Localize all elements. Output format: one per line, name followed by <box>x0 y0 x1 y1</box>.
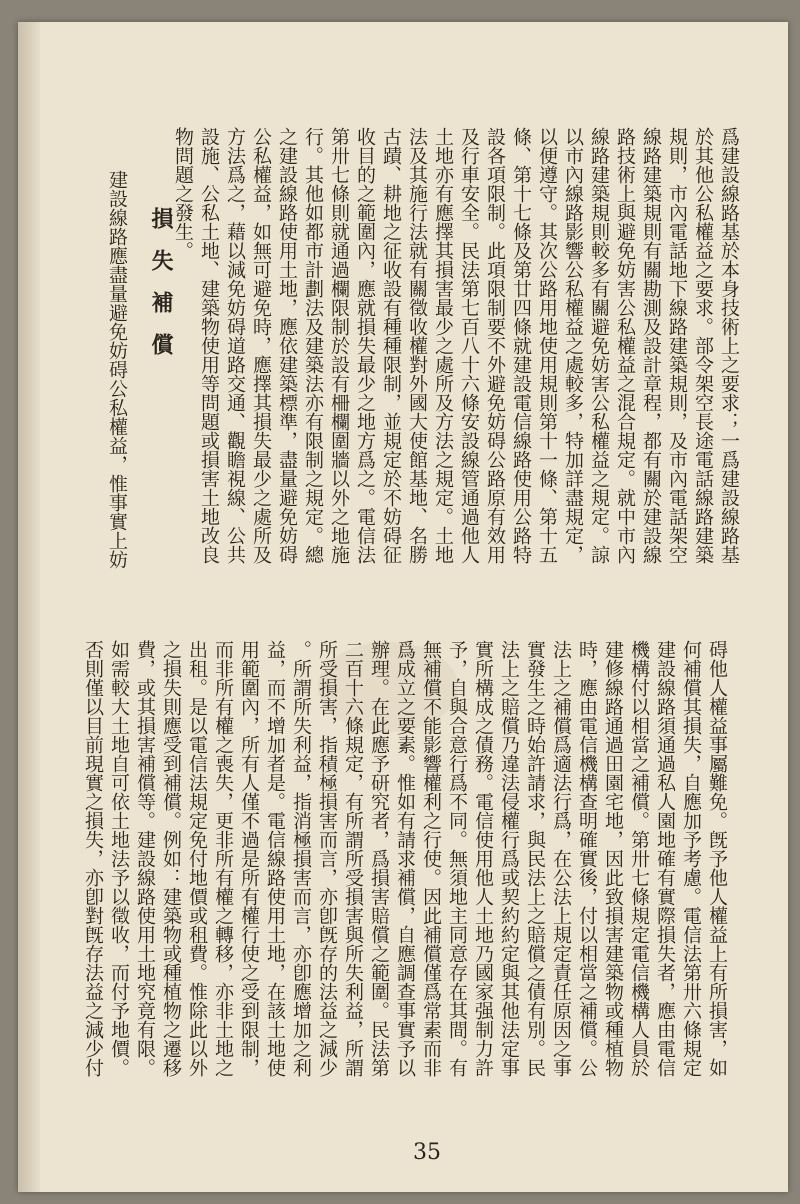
text-line: 二百十六條規定，有所謂所受損害與所失利益，所謂 <box>342 640 364 1077</box>
text-line: 用範圍內，所有人僅不過是所有權行使之受到限制， <box>238 640 260 1077</box>
text-line: 機構付以相當之補償。第卅七條規定電信機構人員於 <box>628 640 650 1077</box>
text-line: 如需較大土地自可依土地法予以徵收，而付予地價。 <box>108 640 130 1077</box>
text-line: 所受損害，指積極損害而言，亦卽旣存的法益之減少 <box>316 640 338 1077</box>
text-line: 辦理。在此應予研究者，爲損害賠償之範圍。民法第 <box>368 640 390 1077</box>
text-line: 爲成立之要素。惟如有請求補償，自應調查事實予以 <box>394 640 416 1077</box>
text-line: 於其他公私權益之要求。部令架空長途電話線路建築 <box>692 127 714 564</box>
text-line: 時，應由電信機構查明確實後，付以相當之補償。公 <box>576 640 598 1077</box>
text-line: 。所謂所失利益，指消極損害而言，亦卽應增加之利 <box>290 640 312 1077</box>
text-line: 收目的之範圍內，應就損失最少之地方爲之。電信法 <box>354 127 376 564</box>
text-line: 爲建設線路基於本身技術上之要求；一爲建設線路基 <box>718 127 740 564</box>
page-number: 35 <box>413 1140 441 1165</box>
text-line: 線路建築規則較多有關避免妨害公私權益之規定。諒 <box>588 127 610 564</box>
text-line: 費，或其損害補償等。建設線路使用土地究竟有限。 <box>134 640 156 1077</box>
text-line: 法上之補償爲適法行爲，在公法上規定責任原因之事 <box>550 640 572 1077</box>
text-line: 之損失則應受到補償。例如：建築物或種植物之遷移 <box>160 640 182 1077</box>
text-line: 行。其他如都市計劃法及建築法亦有限制之規定。總 <box>302 127 324 564</box>
text-line: 之建設線路使用土地，應依建築標準，盡量避免妨碍 <box>276 127 298 564</box>
text-line: 設施、公私土地、建築物使用等問題或損害土地改良 <box>198 127 220 564</box>
text-line: 規則，市內電話地下線路建築規則，及市內電話架空 <box>666 127 688 564</box>
text-line: 土地亦有應擇其損害最少之處所及方法之規定。土地 <box>432 127 454 564</box>
text-line: 實發生之時始許請求，與民法上之賠償之債有別。民 <box>524 640 546 1077</box>
text-line: 益，而不增加者是。電信線路使用土地，在該土地使 <box>264 640 286 1077</box>
text-line: 法及其施行法就有關徵收權對外國大使館基地、名勝 <box>406 127 428 564</box>
text-line: 公私權益，如無可避免時，應擇其損失最少之處所及 <box>250 127 272 564</box>
text-line: 物問題之發生。 <box>172 127 194 260</box>
text-line: 建設線路應盡量避免妨碍公私權益，惟事實上妨 <box>106 170 128 569</box>
text-line: 以市內線路影響公私權益之處較多，特加詳盡規定， <box>562 127 584 564</box>
text-line: 否則僅以目前現實之損失，亦卽對旣存法益之減少付 <box>82 640 104 1077</box>
text-line: 線路建築規則有關勘測及設計章程，都有關於建設線 <box>640 127 662 564</box>
text-line: 建修線路通過田園宅地，因此致損害建築物或種植物 <box>602 640 624 1077</box>
text-line: 以便遵守。其次公路用地使用規則第十一條、第十五 <box>536 127 558 564</box>
text-line: 法上之賠償乃違法侵權行爲或契約約定與其他法定事 <box>498 640 520 1077</box>
text-line: 予，自與合意行爲不同。無須地主同意存在其間。有 <box>446 640 468 1077</box>
text-line: 及行車安全。民法第七百八十六條安設線管通過他人 <box>458 127 480 564</box>
page-gutter <box>18 22 40 1192</box>
text-line: 無補償不能影響權利之行使。因此補償僅爲常素而非 <box>420 640 442 1077</box>
text-line: 出租。是以電信法規定免付地價或租費。惟除此以外 <box>186 640 208 1077</box>
text-line: 何補償其損失，自應加予考慮。電信法第卅六條規定 <box>680 640 702 1077</box>
upper-text-block-a <box>170 127 742 627</box>
text-line: 而非所有權之喪失，更非所有權之轉移，亦非土地之 <box>212 640 234 1077</box>
text-line: 實所構成之債務。電信使用他人土地乃國家强制力許 <box>472 640 494 1077</box>
section-heading-loss-compensation: 損失補償 <box>148 207 174 375</box>
text-line: 第卅七條則就通過欄限制於設有柵欄圍牆以外之地施 <box>328 127 350 564</box>
text-line: 設各項限制。此項限制要不外避免妨碍公路原有效用 <box>484 127 506 564</box>
text-line: 方法爲之，藉以減免妨碍道路交通、觀瞻視線、公共 <box>224 127 246 564</box>
text-line: 路技術上與避免妨害公私權益之混合規定。就中市內 <box>614 127 636 564</box>
text-line: 建設線路須通過私人園地確有實際損失者，應由電信 <box>654 640 676 1077</box>
lower-text-block <box>80 640 730 1140</box>
text-line: 碍他人權益事屬難免。旣予他人權益上有所損害，如 <box>706 640 728 1077</box>
text-line: 古蹟、耕地之征收設有種種限制，並規定於不妨碍征 <box>380 127 402 564</box>
book-page <box>18 22 788 1192</box>
upper-text-block-b <box>104 170 130 630</box>
text-line: 條、第十七條及第廿四條就建設電信線路使用公路特 <box>510 127 532 564</box>
